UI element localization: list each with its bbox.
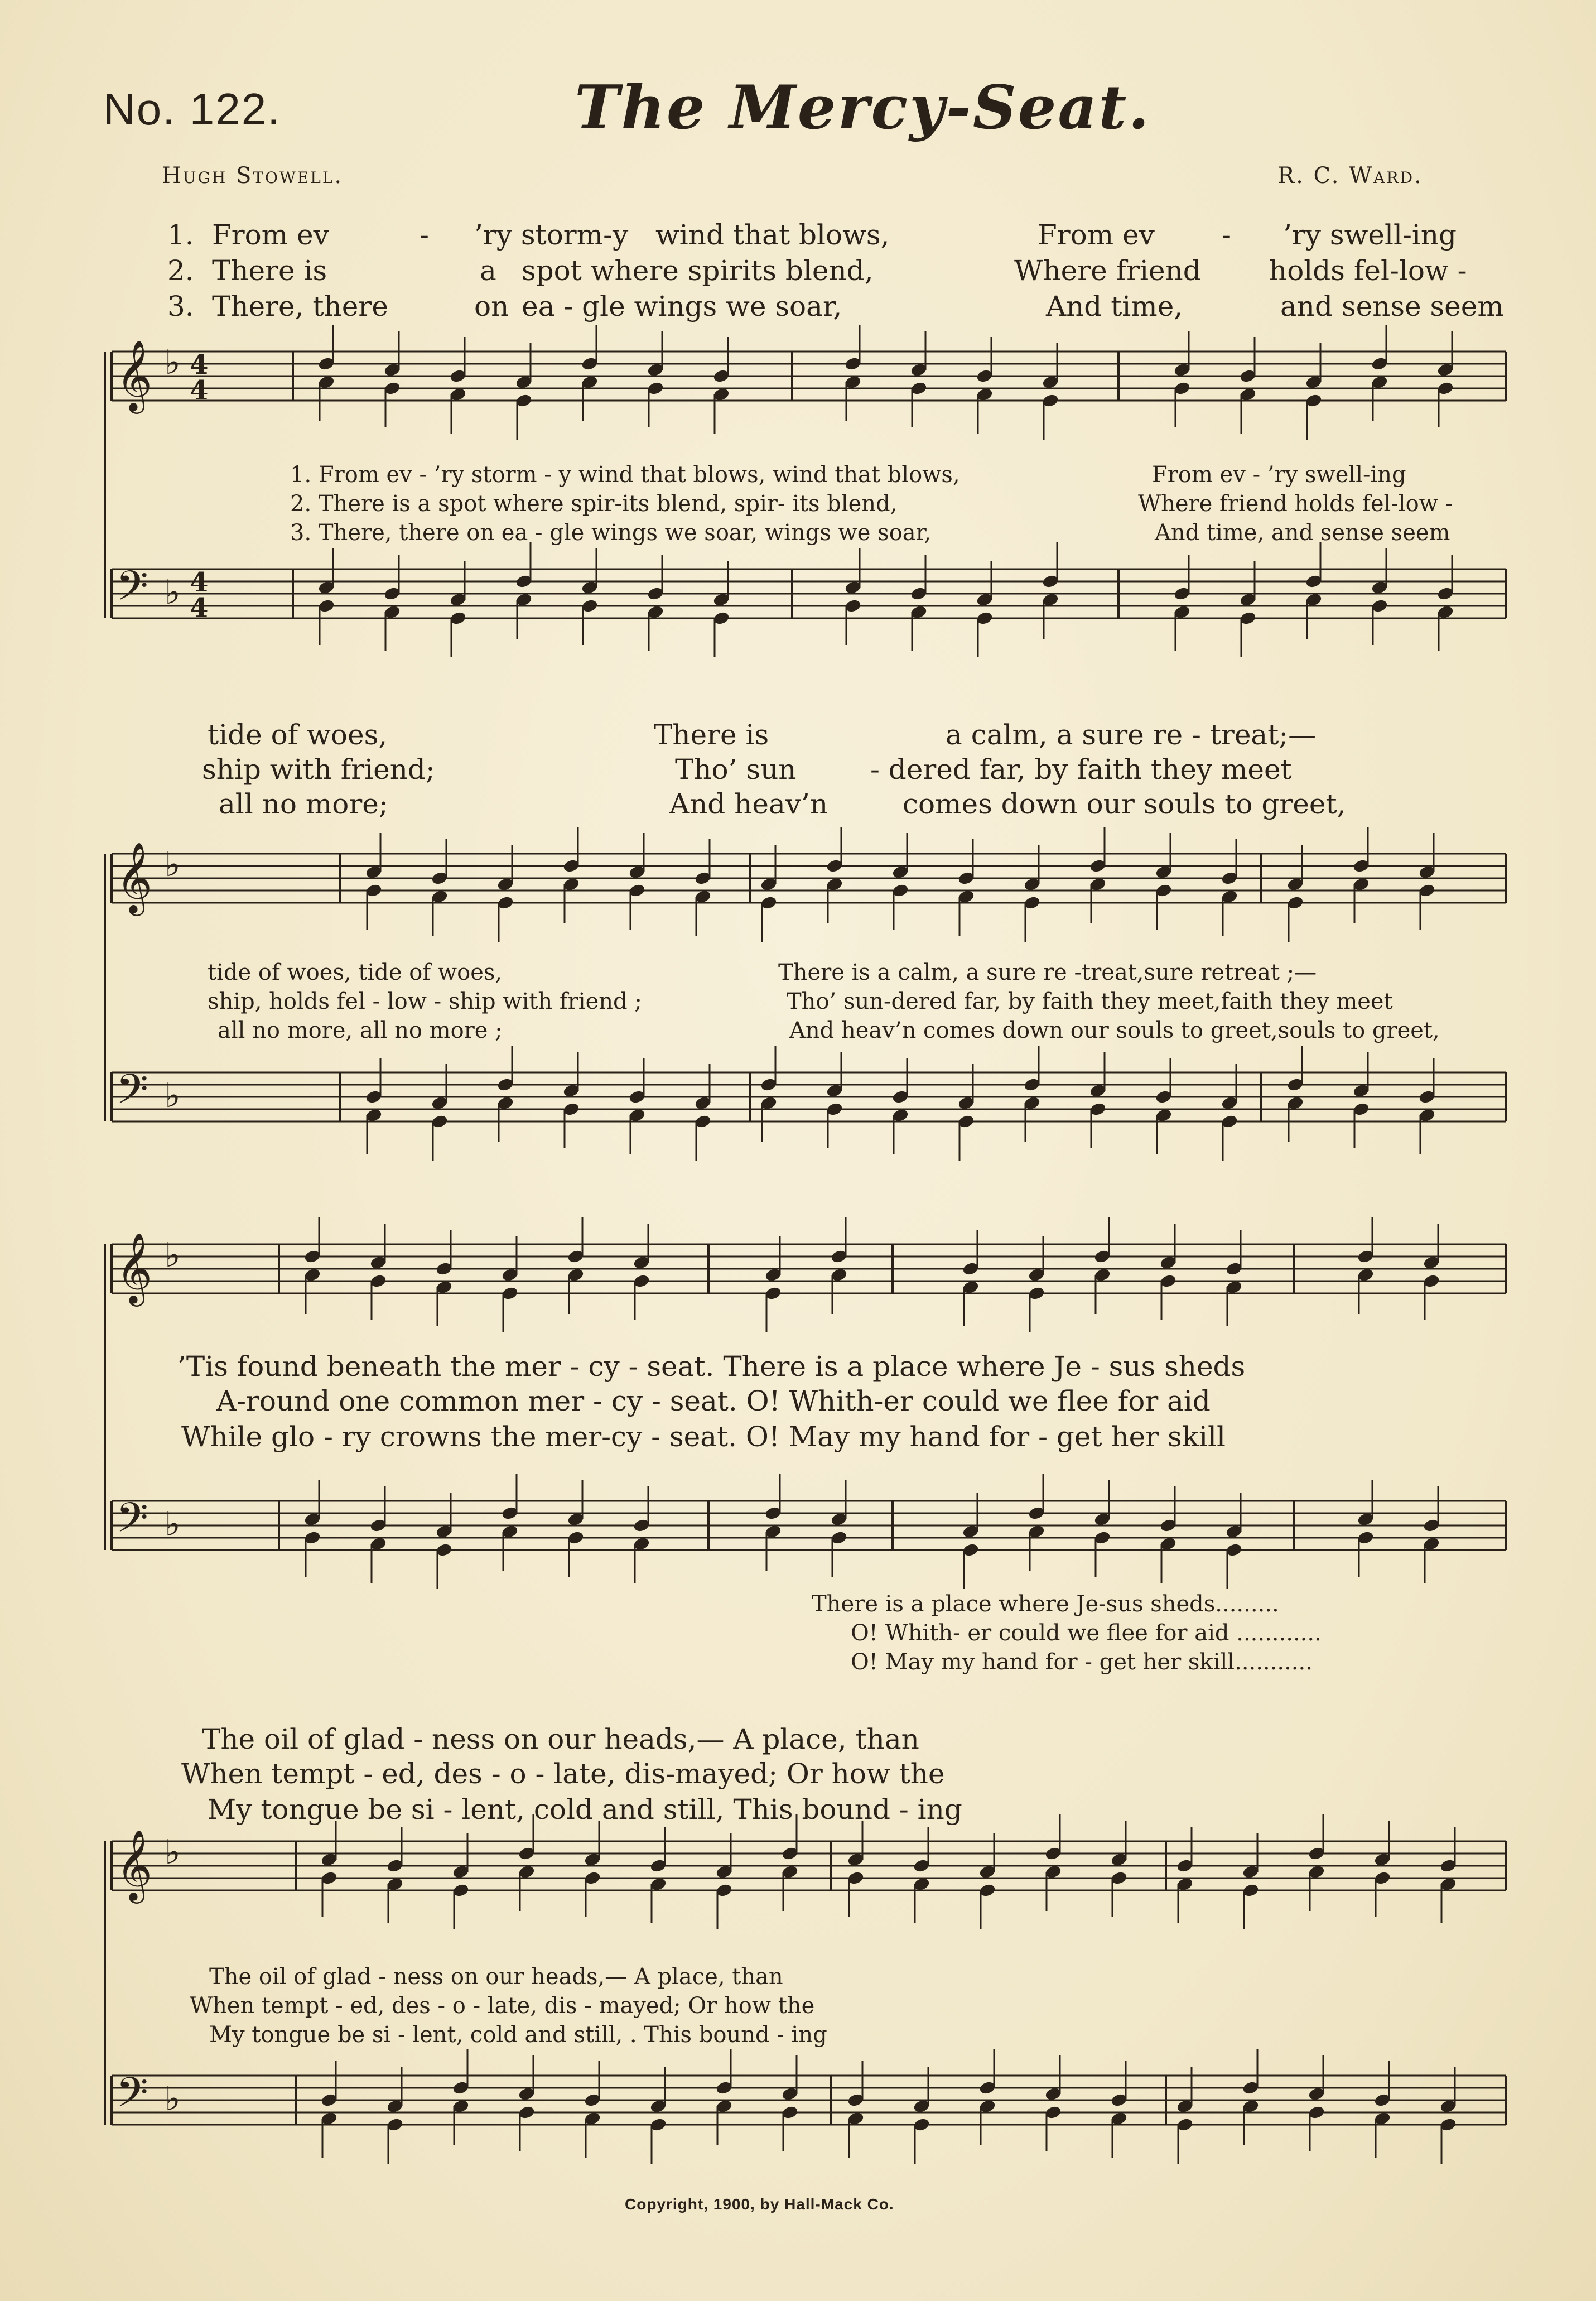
lyric-word: ’ry storm-y: [474, 219, 629, 251]
lyric-word: and sense seem: [1280, 290, 1504, 322]
lyric-word: on: [474, 290, 509, 322]
author-credit: Hugh Stowell.: [162, 163, 344, 189]
time-signature-icon: 4: [190, 567, 209, 598]
lyric-word: ea - gle wings we soar,: [522, 290, 842, 322]
time-signature-icon: 4: [190, 349, 209, 381]
flat-icon: ♭: [165, 2079, 181, 2119]
lyric-line: all no more, all no more ;: [218, 1018, 503, 1043]
time-signature-icon: 4: [190, 375, 209, 406]
lyric-word: comes down our souls to greet,: [903, 788, 1346, 820]
lyric-word: holds fel-low -: [1269, 254, 1467, 287]
copyright-notice: Copyright, 1900, by Hall-Mack Co.: [625, 2196, 894, 2213]
lyric-line: O! Whith- er could we flee for aid ............: [851, 1620, 1322, 1646]
hymn-title: The Mercy-Seat.: [575, 73, 1151, 143]
lyric-line: ship, holds fel - low - ship with friend ;: [208, 989, 642, 1014]
treble-clef-icon: 𝄞: [116, 1829, 153, 1900]
lyric-word: tide of woes,: [208, 719, 388, 751]
lyric-line: The oil of glad - ness on our heads,— A place, than: [202, 1723, 919, 1755]
lyric-line: 3. There, there on ea - gle wings we soar, wings we soar,: [290, 520, 932, 546]
time-signature-icon: 4: [190, 593, 209, 624]
treble-clef-icon: 𝄞: [116, 1232, 153, 1303]
treble-clef-icon: 𝄞: [116, 339, 153, 411]
lyric-line: tide of woes, tide of woes,: [208, 960, 503, 985]
lyric-line: When tempt - ed, des - o - late, dis-mayed; Or how the: [181, 1758, 945, 1790]
lyric-word: And time,: [1046, 290, 1183, 322]
composer-credit: R. C. Ward.: [1277, 163, 1423, 189]
flat-icon: ♭: [165, 1236, 181, 1275]
lyric-line: Where friend holds fel-low -: [1138, 491, 1453, 517]
lyric-word: There is: [654, 719, 769, 751]
lyric-word: There, there: [212, 290, 388, 322]
lyric-line: 1. From ev - ’ry storm - y wind that blows, wind that blows,: [290, 462, 960, 488]
lyric-word: spot where spirits blend,: [522, 254, 874, 287]
lyric-line: And heav’n comes down our souls to greet,souls to greet,: [789, 1018, 1440, 1043]
lyric-line: From ev - ’ry swell-ing: [1152, 462, 1406, 488]
staff-lines: [112, 352, 1506, 2125]
lyric-word: ’ry swell-ing: [1283, 219, 1457, 251]
flat-icon: ♭: [165, 343, 181, 382]
lyric-word: There is: [212, 254, 327, 287]
bass-clef-icon: 𝄢: [116, 562, 148, 620]
lyric-word: ship with friend;: [202, 753, 435, 786]
lyric-line: There is a calm, a sure re -treat,sure retreat ;—: [778, 960, 1317, 985]
lyric-line: O! May my hand for - get her skill...........: [851, 1649, 1313, 1675]
lyric-line: A-round one common mer - cy - seat. O! Whith-er could we flee for aid: [216, 1385, 1211, 1417]
lyric-word: From ev: [212, 219, 329, 251]
lyric-line: When tempt - ed, des - o - late, dis - mayed; Or how the: [190, 1993, 815, 2019]
lyric-word: - dered far, by faith they meet: [870, 753, 1292, 786]
lyric-word: -: [1222, 219, 1231, 251]
bass-clef-icon: 𝄢: [116, 1494, 148, 1552]
lyric-line: My tongue be si - lent, cold and still, . This bound - ing: [209, 2022, 827, 2048]
lyric-line: The oil of glad - ness on our heads,— A place, than: [209, 1964, 783, 1990]
lyric-word: -: [420, 219, 429, 251]
lyric-line: There is a place where Je-sus sheds.........: [812, 1591, 1279, 1617]
flat-icon: ♭: [165, 1833, 181, 1872]
lyric-line: ’Tis found beneath the mer - cy - seat. There is a place where Je - sus sheds: [177, 1350, 1246, 1383]
clef-signs: [116, 339, 208, 2127]
verse-number: 2.: [167, 254, 194, 287]
lyric-line: My tongue be si - lent, cold and still, This bound - ing: [208, 1793, 962, 1826]
lyric-word: wind that blows,: [655, 219, 890, 251]
flat-icon: ♭: [165, 573, 181, 612]
lyric-word: Tho’ sun: [675, 753, 797, 786]
hymn-number: No. 122.: [103, 84, 281, 134]
verse-number: 1.: [167, 219, 194, 251]
lyric-word: Where friend: [1014, 254, 1201, 287]
lyric-line: While glo - ry crowns the mer-cy - seat. O! May my hand for - get her skill: [181, 1421, 1226, 1453]
flat-icon: ♭: [165, 1505, 181, 1544]
flat-icon: ♭: [165, 845, 181, 884]
lyric-word: And heav’n: [669, 788, 828, 820]
lyric-word: From ev: [1038, 219, 1155, 251]
lyric-line: And time, and sense seem: [1155, 520, 1450, 546]
lyric-line: Tho’ sun-dered far, by faith they meet,faith they meet: [787, 989, 1393, 1014]
treble-clef-icon: 𝄞: [116, 841, 153, 913]
lyric-word: a calm, a sure re - treat;—: [946, 719, 1317, 751]
lyric-word: all no more;: [219, 788, 388, 820]
verse-number: 3.: [167, 290, 194, 322]
lyric-word: a: [480, 254, 496, 287]
bass-clef-icon: 𝄢: [116, 1065, 148, 1124]
lyric-line: 2. There is a spot where spir-its blend, spir- its blend,: [290, 491, 898, 517]
bass-clef-icon: 𝄢: [116, 2068, 148, 2127]
flat-icon: ♭: [165, 1076, 181, 1115]
